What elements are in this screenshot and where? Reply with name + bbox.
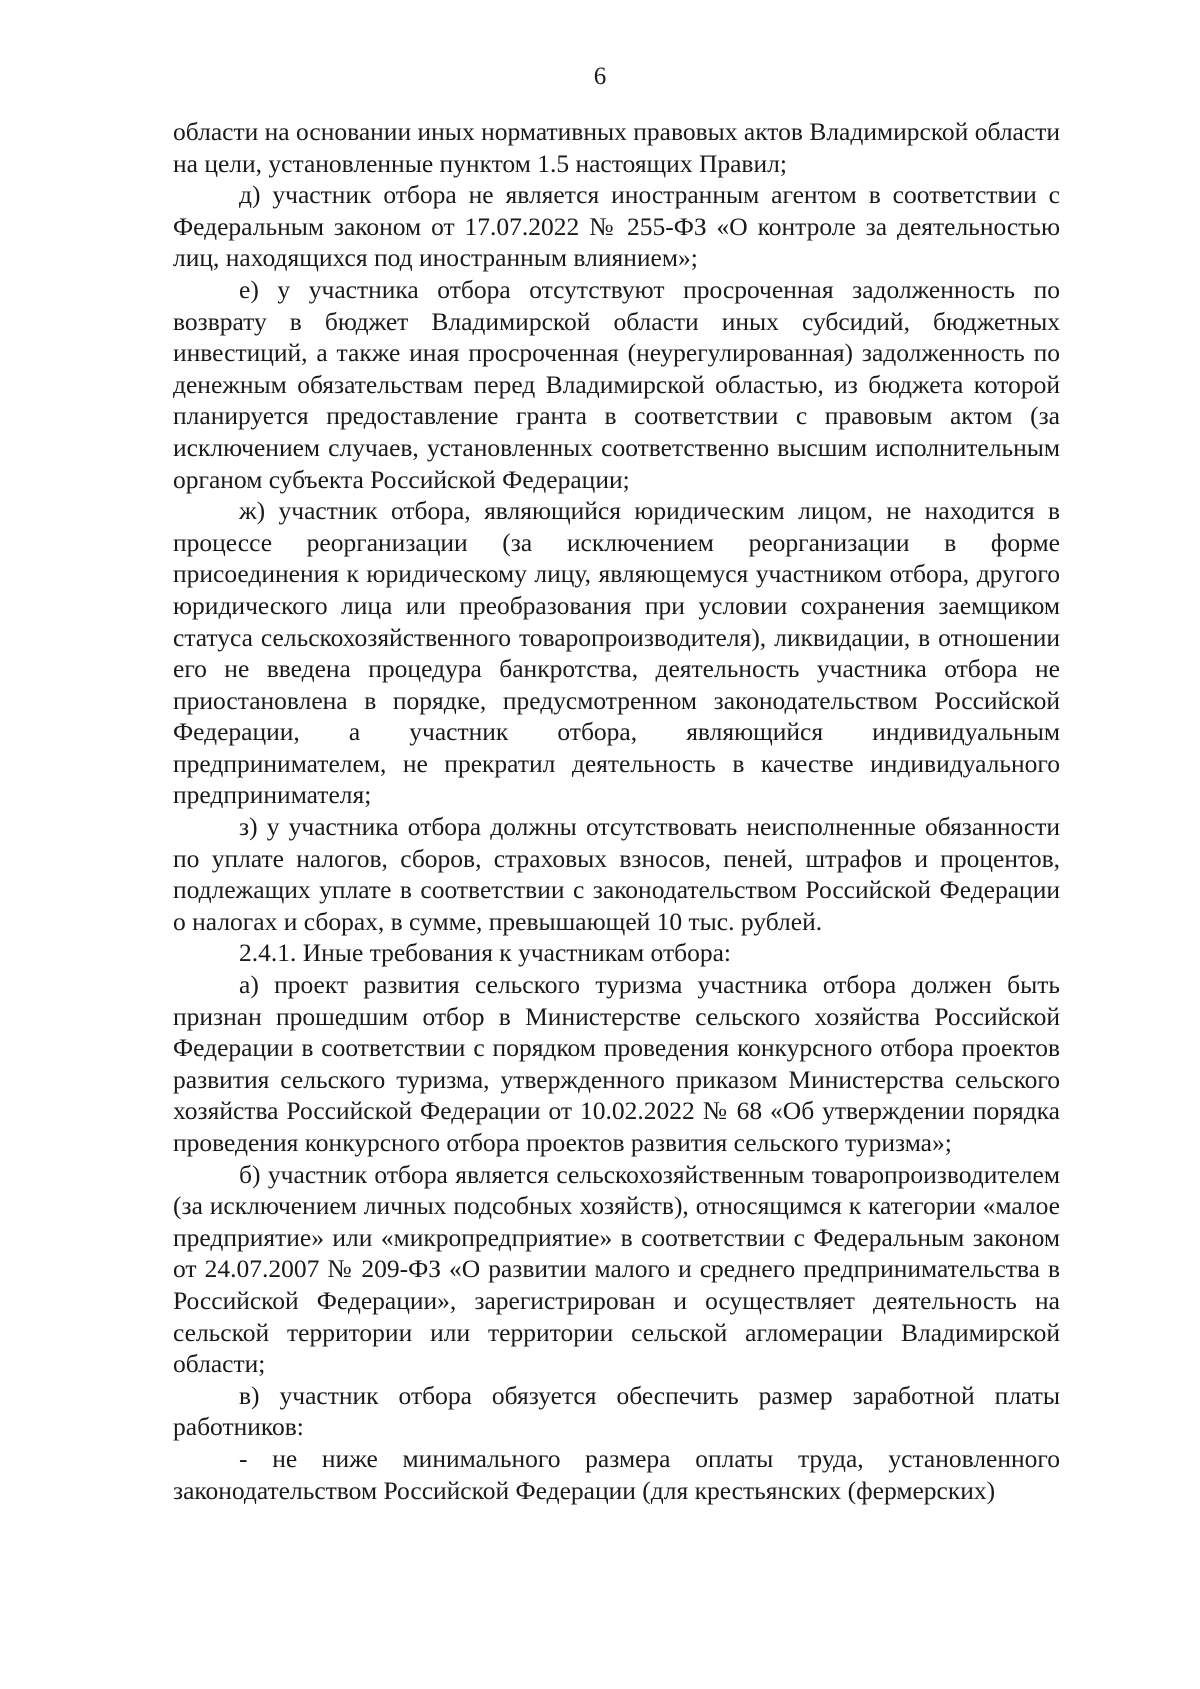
paragraph-item-v: в) участник отбора обязуется обеспечить размер заработной платы работников: bbox=[173, 1380, 1060, 1442]
paragraph-dash-item: - не ниже минимального размера оплаты труда, установленного законодательством Российской Федерации (для крестьянских (фермерских) bbox=[173, 1443, 1060, 1505]
page-number: 6 bbox=[593, 63, 607, 90]
paragraph-continuation: области на основании иных нормативных правовых актов Владимирской области на цели, установленные пунктом 1.5 настоящих Правил; bbox=[173, 117, 1060, 178]
paragraph-item-d: д) участник отбора не является иностранным агентом в соответствии с Федеральным законом от 17.07.2022 № 255-ФЗ «О контроле за деятельностью лиц, находящихся под иностранным влиянием»; bbox=[173, 180, 1060, 273]
paragraph-item-b: б) участник отбора является сельскохозяйственным товаропроизводителем (за исключением личных подсобных хозяйств), относящимся к категории «малое предприятие» или «микропредприятие» в соответствии с Федеральным законом от 24.07.2007 № 209-ФЗ «О развитии малого и среднего предпринимательства в Российской Федерации», зарегистрирован и осуществляет деятельность на сельской территории или территории сельской агломерации Владимирской области; bbox=[173, 1159, 1060, 1379]
paragraph-item-e: е) у участника отбора отсутствуют просроченная задолженность по возврату в бюджет Владимирской области иных субсидий, бюджетных инвестиций, а также иная просроченная (неурегулированная) задолженность по денежным обязательствам перед Владимирской областью, из бюджета которой планируется предоставление гранта в соответствии с правовым актом (за исключением случаев, установленных соответственно высшим исполнительным органом субъекта Российской Федерации; bbox=[173, 274, 1060, 494]
section-heading-2-4-1: 2.4.1. Иные требования к участникам отбора: bbox=[239, 938, 731, 968]
paragraph-item-z: з) у участника отбора должны отсутствовать неисполненные обязанности по уплате налогов, сборов, страховых взносов, пеней, штрафов и процентов, подлежащих уплате в соответствии с законодательством Российской Федерации о налогах и сборах, в сумме, превышающей 10 тыс. рублей. bbox=[173, 812, 1060, 936]
paragraph-item-a: а) проект развития сельского туризма участника отбора должен быть признан прошедшим отбор в Министерстве сельского хозяйства Российской Федерации в соответствии с порядком проведения конкурсного отбора проектов развития сельского туризма, утвержденного приказом Министерства сельского хозяйства Российской Федерации от 10.02.2022 № 68 «Об утверждении порядка проведения конкурсного отбора проектов развития сельского туризма»; bbox=[173, 970, 1060, 1157]
paragraph-item-zh: ж) участник отбора, являющийся юридическим лицом, не находится в процессе реорганизации (за исключением реорганизации в форме присоединения к юридическому лицу, являющемуся участником отбора, другого юридического лица или преобразования при условии сохранения заемщиком статуса сельскохозяйственного товаропроизводителя), ликвидации, в отношении его не введена процедура банкротства, деятельность участника отбора не приостановлена в порядке, предусмотренном законодательством Российской Федерации, а участник отбора, являющийся индивидуальным предпринимателем, не прекратил деятельность в качестве индивидуального предпринимателя; bbox=[173, 496, 1060, 810]
document-body bbox=[173, 116, 1060, 1506]
